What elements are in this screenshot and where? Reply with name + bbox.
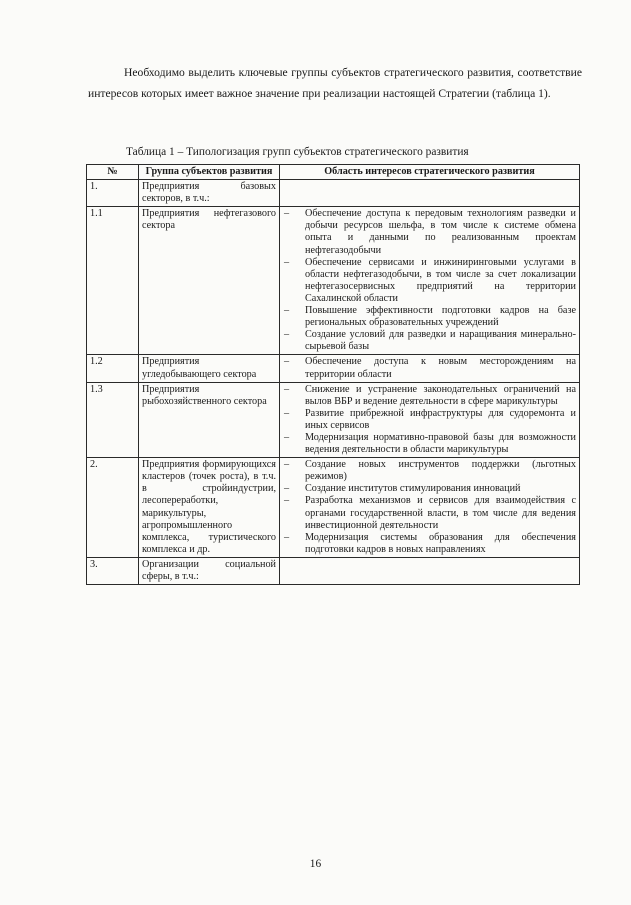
interest-item-text: Обеспечение доступа к новым месторождениям на территории области	[305, 356, 576, 380]
row-group: Организации социальной сферы, в т.ч.:	[139, 557, 280, 584]
table-row	[87, 382, 580, 458]
interest-item-text: Обеспечение доступа к передовым технологиям разведки и добычи ресурсов шельфа, в том числе к системе обмена опыта и данными по реализованным проектам нефтегазодобычи	[305, 208, 576, 256]
interest-item	[283, 208, 576, 256]
interest-item-text: Создание институтов стимулирования инноваций	[305, 483, 521, 495]
row-interest-area	[280, 207, 580, 355]
interest-item-text: Разработка механизмов и сервисов для взаимодействия с органами государственной власти, в том числе для ведения инвестиционной деятельности	[305, 495, 576, 531]
table-row	[87, 458, 580, 558]
interest-list	[283, 459, 576, 556]
interest-item-text: Снижение и устранение законодательных ограничений на вылов ВБР и ведение деятельности в сфере марикультуры	[305, 383, 576, 407]
interest-item	[283, 495, 576, 531]
interest-item	[283, 432, 576, 456]
interest-item	[283, 329, 576, 353]
dash-bullet-icon: –	[284, 459, 290, 471]
interest-list	[283, 384, 576, 457]
row-group: Предприятия нефтегазового сектора	[139, 207, 280, 355]
dash-bullet-icon: –	[284, 431, 290, 443]
table-row	[87, 355, 580, 382]
row-number: 3.	[87, 557, 139, 584]
row-group: Предприятия рыбохозяйственного сектора	[139, 382, 280, 458]
row-number: 1.3	[87, 382, 139, 458]
intro-paragraph: Необходимо выделить ключевые группы субъектов стратегического развития, соответствие интересов которых имеет важное значение при реализации настоящей Стратегии (таблица 1).	[88, 66, 582, 100]
row-number: 1.	[87, 180, 139, 207]
interest-item	[283, 459, 576, 483]
dash-bullet-icon: –	[284, 407, 290, 419]
dash-bullet-icon: –	[284, 305, 290, 317]
interest-item-text: Создание условий для разведки и наращивания минерально-сырьевой базы	[305, 329, 576, 353]
table-caption: Таблица 1 – Типологизация групп субъектов стратегического развития	[126, 146, 469, 158]
interest-item-text: Развитие прибрежной инфраструктуры для судоремонта и иных сервисов	[305, 407, 576, 431]
header-num: №	[87, 165, 139, 180]
interest-item-text: Модернизация нормативно-правовой базы для возможности ведения деятельности в области марикультуры	[305, 431, 576, 456]
row-number: 2.	[87, 458, 139, 558]
row-group: Предприятия угледобывающего сектора	[139, 355, 280, 382]
dash-bullet-icon: –	[284, 383, 290, 395]
interest-item-text: Повышение эффективности подготовки кадров на базе региональных образовательных учреждений	[305, 305, 576, 329]
dash-bullet-icon: –	[284, 495, 290, 507]
typology-table	[86, 164, 580, 585]
table-row	[87, 557, 580, 584]
dash-bullet-icon: –	[284, 531, 290, 543]
header-group: Группа субъектов развития	[139, 165, 280, 180]
interest-item	[283, 532, 576, 556]
table-row	[87, 207, 580, 355]
row-interest-area	[280, 557, 580, 584]
dash-bullet-icon: –	[284, 483, 290, 495]
interest-list	[283, 356, 576, 380]
dash-bullet-icon: –	[284, 208, 290, 220]
interest-item	[283, 356, 576, 380]
dash-bullet-icon: –	[284, 329, 290, 341]
row-group: Предприятия формирующихся кластеров (точек роста), в т.ч. в стройиндустрии, лесопереработки, марикультуры, агропромышленного комплекса, туристического комплекса и др.	[139, 458, 280, 558]
row-interest-area	[280, 458, 580, 558]
interest-item	[283, 483, 576, 495]
row-number: 1.1	[87, 207, 139, 355]
interest-item-text: Создание новых инструментов поддержки (льготных режимов)	[305, 459, 576, 483]
table-header-row	[87, 165, 580, 180]
row-number: 1.2	[87, 355, 139, 382]
interest-item-text: Обеспечение сервисами и инжиниринговыми услугами в области нефтегазодобычи, в том числе за счет локализации нефтегазосервисных предприятий на территории Сахалинской области	[305, 256, 576, 304]
row-interest-area	[280, 355, 580, 382]
header-area: Область интересов стратегического развития	[280, 165, 580, 180]
dash-bullet-icon: –	[284, 256, 290, 268]
interest-item-text: Модернизация системы образования для обеспечения подготовки кадров в новых направлениях	[305, 531, 576, 555]
interest-item	[283, 305, 576, 329]
row-interest-area	[280, 382, 580, 458]
page-number: 16	[309, 858, 322, 870]
interest-item	[283, 257, 576, 305]
table-body	[87, 180, 580, 585]
interest-list	[283, 208, 576, 353]
dash-bullet-icon: –	[284, 356, 290, 368]
row-group: Предприятия базовых секторов, в т.ч.:	[139, 180, 280, 207]
interest-item	[283, 408, 576, 432]
table-row	[87, 180, 580, 207]
row-interest-area	[280, 180, 580, 207]
interest-item	[283, 384, 576, 408]
